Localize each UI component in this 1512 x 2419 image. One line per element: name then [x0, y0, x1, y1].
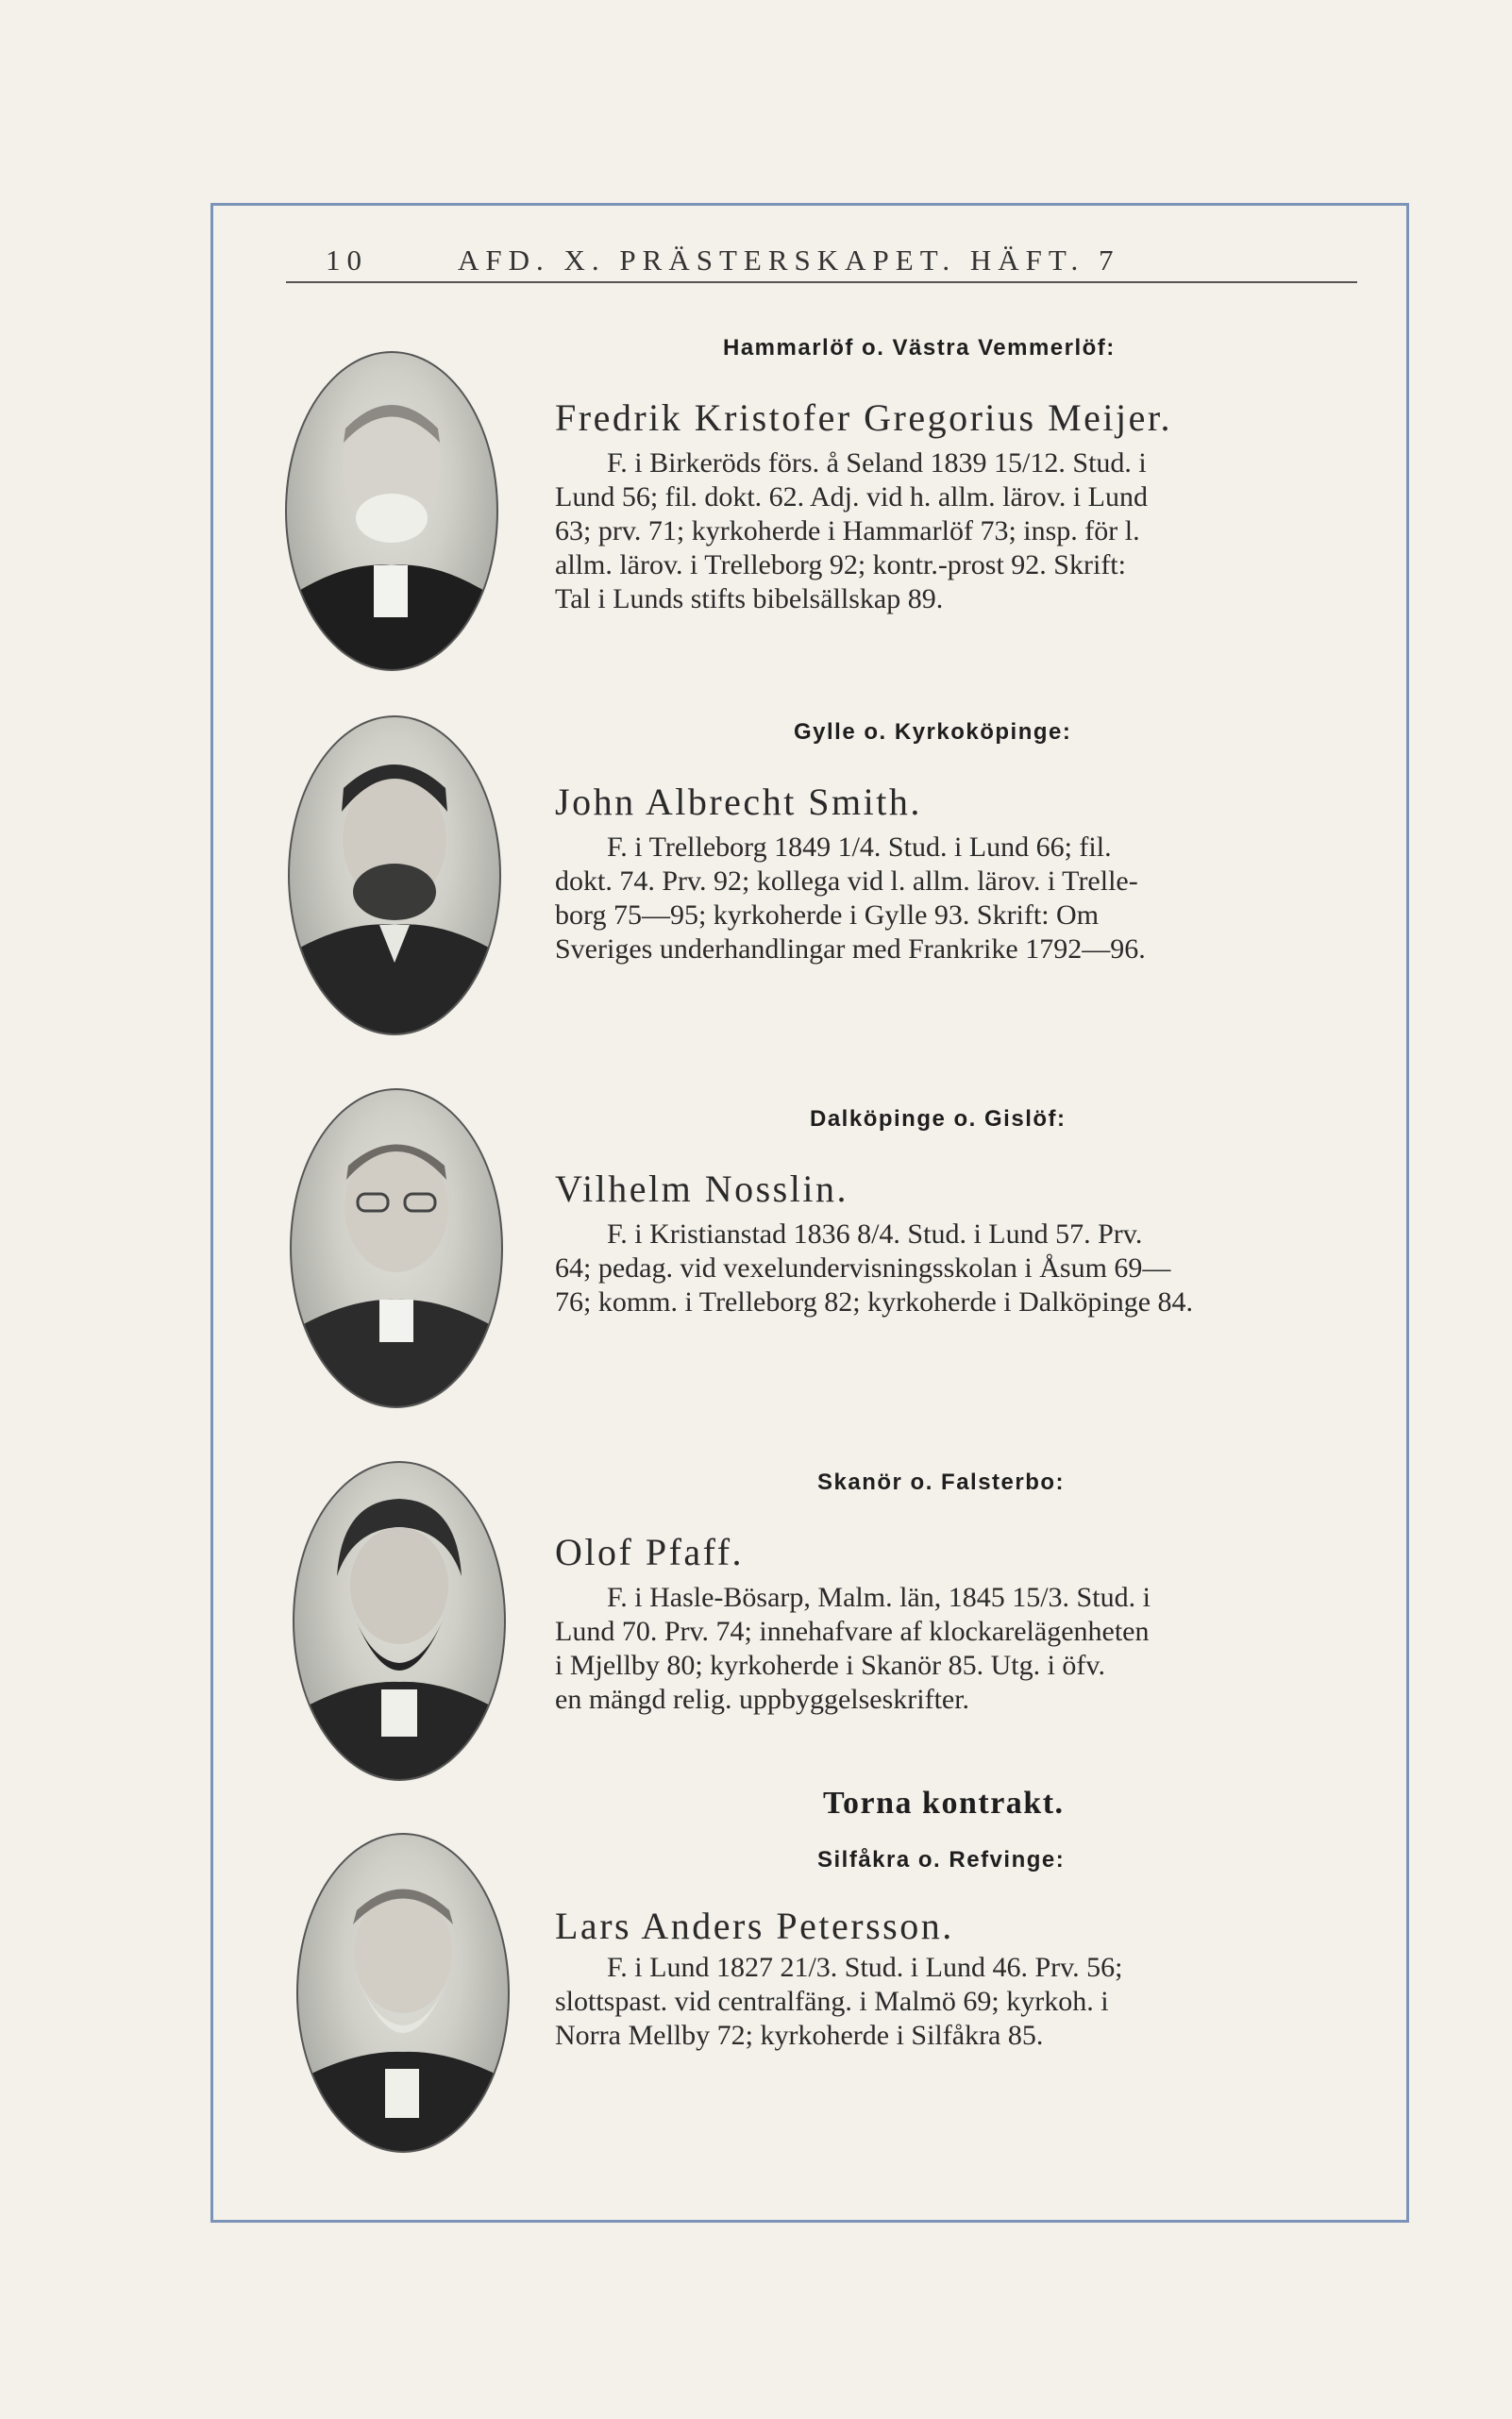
portrait-pfaff	[293, 1461, 506, 1781]
bio-line: F. i Birkeröds förs. å Seland 1839 15/12. Stud. i	[607, 447, 1147, 479]
bio-line: 64; pedag. vid vexelundervisningsskolan i Åsum 69—	[555, 1252, 1171, 1284]
bio-line: F. i Lund 1827 21/3. Stud. i Lund 46. Prv. 56;	[607, 1952, 1123, 1983]
biography	[555, 1218, 1367, 1319]
bio-line: Tal i Lunds stifts bibelsällskap 89.	[555, 583, 944, 614]
bio-line: borg 75—95; kyrkoherde i Gylle 93. Skrift: Om	[555, 899, 1100, 931]
clergy-name: John Albrecht Smith.	[555, 781, 922, 823]
biography	[555, 831, 1367, 966]
portrait-nosslin	[290, 1088, 503, 1408]
biography	[555, 1581, 1367, 1717]
bio-line: en mängd relig. uppbyggelseskrifter.	[555, 1684, 970, 1715]
bio-line: Lund 70. Prv. 74; innehafvare af klockarelägenheten	[555, 1616, 1150, 1647]
parish-heading: Skanör o. Falsterbo:	[817, 1470, 1066, 1495]
portrait-petersson	[296, 1833, 510, 2153]
bio-line: Norra Mellby 72; kyrkoherde i Silfåkra 85.	[555, 2020, 1044, 2051]
bio-line: 76; komm. i Trelleborg 82; kyrkoherde i Dalköpinge 84.	[555, 1286, 1194, 1318]
bio-line: F. i Trelleborg 1849 1/4. Stud. i Lund 66; fil.	[607, 832, 1112, 863]
bio-line: slottspast. vid centralfäng. i Malmö 69; kyrkoh. i	[555, 1986, 1109, 2017]
bio-line: dokt. 74. Prv. 92; kollega vid l. allm. lärov. i Trelle-	[555, 865, 1138, 897]
running-title: AFD. X. PRÄSTERSKAPET. HÄFT. 7	[458, 244, 1120, 277]
page-number: 10	[326, 244, 368, 277]
parish-heading: Gylle o. Kyrkoköpinge:	[794, 719, 1072, 745]
bio-line: allm. lärov. i Trelleborg 92; kontr.-prost 92. Skrift:	[555, 549, 1126, 580]
bio-line: Lund 56; fil. dokt. 62. Adj. vid h. allm. lärov. i Lund	[555, 481, 1149, 512]
clergy-name: Olof Pfaff.	[555, 1531, 745, 1573]
clergy-name: Fredrik Kristofer Gregorius Meijer.	[555, 396, 1173, 439]
header-rule	[286, 281, 1357, 283]
bio-line: F. i Hasle-Bösarp, Malm. län, 1845 15/3. Stud. i	[607, 1582, 1151, 1613]
biography	[555, 1951, 1367, 2053]
portrait-smith	[288, 715, 501, 1035]
parish-heading: Silfåkra o. Refvinge:	[817, 1847, 1066, 1873]
bio-line: i Mjellby 80; kyrkoherde i Skanör 85. Utg. i öfv.	[555, 1650, 1105, 1681]
portrait-meijer	[285, 351, 498, 671]
bio-line: 63; prv. 71; kyrkoherde i Hammarlöf 73; insp. för l.	[555, 515, 1140, 546]
clergy-name: Lars Anders Petersson.	[555, 1905, 954, 1947]
contract-heading: Torna kontrakt.	[823, 1786, 1065, 1821]
bio-line: F. i Kristianstad 1836 8/4. Stud. i Lund 57. Prv.	[607, 1218, 1143, 1250]
parish-heading: Hammarlöf o. Västra Vemmerlöf:	[723, 335, 1116, 361]
parish-heading: Dalköpinge o. Gislöf:	[810, 1106, 1067, 1132]
bio-line: Sveriges underhandlingar med Frankrike 1792—96.	[555, 933, 1146, 965]
biography	[555, 446, 1367, 616]
clergy-name: Vilhelm Nosslin.	[555, 1168, 848, 1210]
